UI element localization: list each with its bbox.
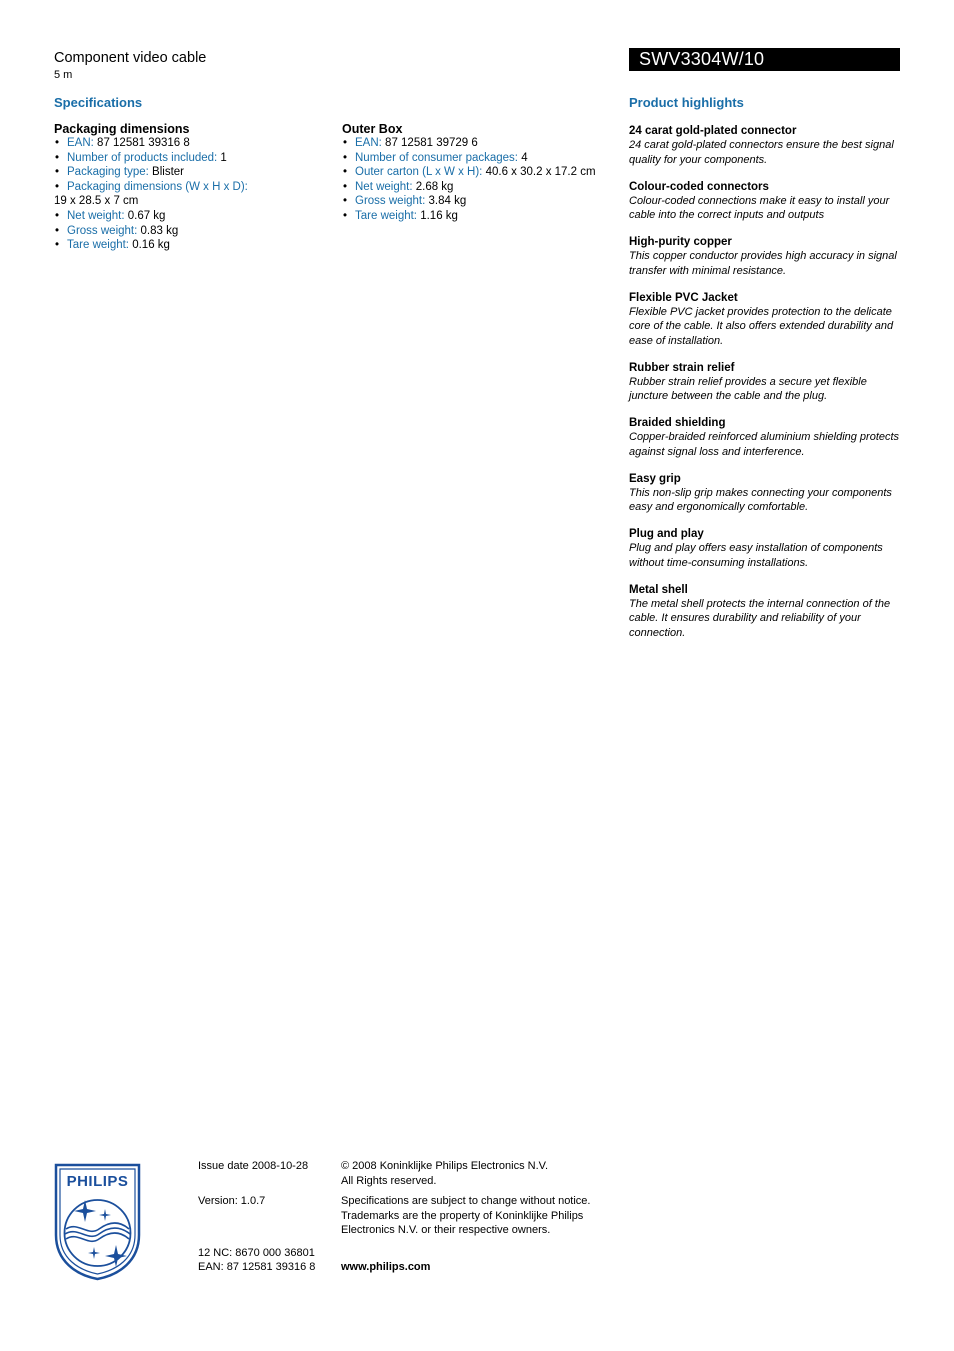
highlight-desc: Colour-coded connections make it easy to install your cable into the correct inputs and outputs <box>629 194 890 221</box>
philips-shield-logo <box>54 1163 141 1281</box>
highlight-desc: The metal shell protects the internal connection of the cable. It ensures durability and reliability of your connection. <box>629 597 891 639</box>
spec-item: • Tare weight: 0.16 kg <box>54 238 334 253</box>
highlight-item <box>629 180 904 223</box>
highlight-item <box>629 527 904 570</box>
highlight-title: Colour-coded connectors <box>629 180 769 193</box>
highlight-title: Easy grip <box>629 472 681 485</box>
website-link[interactable]: www.philips.com <box>341 1261 431 1273</box>
spec-item: • Number of consumer packages: 4 <box>342 151 627 166</box>
issue-date: Issue date 2008-10-28 <box>198 1160 309 1172</box>
outer-box-specs-list <box>342 136 627 224</box>
highlight-item <box>629 583 904 641</box>
highlight-desc: Copper-braided reinforced aluminium shielding protects against signal loss and interference. <box>629 431 900 458</box>
notice-line-3: Electronics N.V. or their respective owners. <box>341 1224 551 1236</box>
highlight-item <box>629 124 904 167</box>
product-name: Component video cable <box>54 50 207 66</box>
product-highlights-heading: Product highlights <box>629 95 744 110</box>
packaging-dimensions-section <box>54 122 334 253</box>
highlight-title: 24 carat gold-plated connector <box>629 125 797 137</box>
philips-logo-text: PHILIPS <box>66 1173 129 1190</box>
version: Version: 1.0.7 <box>198 1195 266 1207</box>
spec-item: • Outer carton (L x W x H): 40.6 x 30.2 x 17.2 cm <box>342 165 627 180</box>
outer-box-section <box>342 122 627 224</box>
highlight-item <box>629 361 904 404</box>
highlight-desc: This copper conductor provides high accuracy in signal transfer with minimal resistance. <box>629 250 897 277</box>
highlight-desc: 24 carat gold-plated connectors ensure the best signal quality for your components. <box>629 139 894 166</box>
highlight-title: Braided shielding <box>629 417 726 429</box>
highlight-item <box>629 416 904 459</box>
specifications-heading: Specifications <box>54 95 143 110</box>
copyright-line-1: © 2008 Koninklijke Philips Electronics N.V. <box>341 1160 549 1172</box>
twelve-nc: 12 NC: 8670 000 36801 <box>198 1247 315 1259</box>
outer-box-title: Outer Box <box>342 122 403 136</box>
highlight-title: Plug and play <box>629 528 704 540</box>
highlight-title: Flexible PVC Jacket <box>629 291 738 304</box>
highlight-item <box>629 291 904 349</box>
model-number: SWV3304W/10 <box>629 48 900 71</box>
spec-item: • EAN: 87 12581 39316 8 <box>54 136 334 151</box>
spec-item: • Net weight: 2.68 kg <box>342 180 627 195</box>
packaging-specs-list <box>54 136 334 253</box>
product-length: 5 m <box>54 69 73 81</box>
highlight-title: Metal shell <box>629 583 688 596</box>
highlight-item <box>629 235 904 278</box>
packaging-dimensions-title: Packaging dimensions <box>54 122 190 136</box>
spec-item: • Gross weight: 0.83 kg <box>54 224 334 239</box>
spec-item: • Number of products included: 1 <box>54 151 334 166</box>
highlight-desc: Plug and play offers easy installation of components without time-consuming installations. <box>629 542 883 569</box>
highlight-item <box>629 472 904 515</box>
notice-line-2: Trademarks are the property of Koninklijke Philips <box>341 1210 584 1222</box>
footer-ean: EAN: 87 12581 39316 8 <box>198 1261 316 1273</box>
spec-item: • EAN: 87 12581 39729 6 <box>342 136 627 151</box>
spec-item: • Packaging type: Blister <box>54 165 334 180</box>
spec-item: • Net weight: 0.67 kg <box>54 209 334 224</box>
highlight-title: Rubber strain relief <box>629 361 735 374</box>
highlight-desc: Flexible PVC jacket provides protection to the delicate core of the cable. It also offers extended durability and ease of installation. <box>629 305 894 347</box>
highlights-list <box>629 124 904 653</box>
spec-item: • Packaging dimensions (W x H x D): 19 x 28.5 x 7 cm <box>54 180 334 209</box>
highlight-desc: This non-slip grip makes connecting your components easy and ergonomically comfortable. <box>629 486 892 513</box>
highlight-desc: Rubber strain relief provides a secure yet flexible juncture between the cable and the plug. <box>629 375 867 402</box>
spec-item: • Tare weight: 1.16 kg <box>342 209 627 224</box>
notice-line-1: Specifications are subject to change without notice. <box>341 1195 591 1207</box>
copyright-line-2: All Rights reserved. <box>341 1175 437 1187</box>
spec-item: • Gross weight: 3.84 kg <box>342 194 627 209</box>
highlight-title: High-purity copper <box>629 236 732 248</box>
